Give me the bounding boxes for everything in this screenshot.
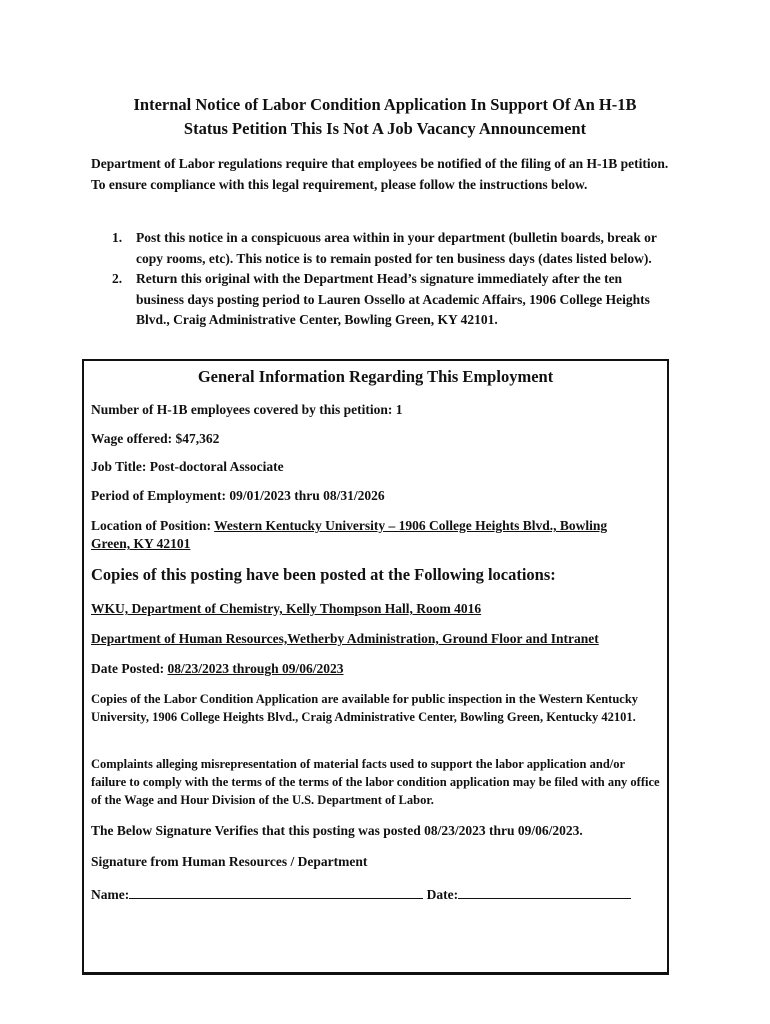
posting-location-1: WKU, Department of Chemistry, Kelly Thompson Hall, Room 4016 — [91, 601, 482, 616]
title-line-2: Status Petition This Is Not A Job Vacancy Announcement — [183, 119, 587, 138]
date-posted-value: 08/23/2023 through 09/06/2023 — [167, 661, 344, 676]
employment-period: Period of Employment: 09/01/2023 thru 08/31/2026 — [91, 488, 385, 503]
date-posted-label: Date Posted: — [91, 661, 168, 676]
location-value-line2: Green, KY 42101 — [91, 536, 191, 551]
location-of-position — [91, 517, 607, 535]
document-title — [92, 93, 678, 141]
date-label: Date: — [426, 887, 459, 902]
signature-line — [91, 884, 631, 904]
intro-paragraph: Department of Labor regulations require that employees be notified of the filing of an H-1B petition. To ensure compliance with this legal requirement, please follow the instructions below. — [91, 156, 669, 192]
location-label: Location of Position: — [91, 518, 215, 533]
date-field[interactable] — [458, 884, 631, 899]
complaints-text: Complaints alleging misrepresentation of material facts used to support the labor application and/or failure to comply with the terms of the terms of the labor condition application may be filed with any office of the Wage and Hour Division of the U.S. Department of Labor. — [91, 757, 660, 807]
instruction-text: Post this notice in a conspicuous area within in your department (bulletin boards, break or copy rooms, etc). This notice is to remain posted for ten business days (dates listed below). — [136, 230, 657, 266]
signature-verification-text: The Below Signature Verifies that this posting was posted 08/23/2023 thru 09/06/2023. — [91, 823, 583, 838]
title-line-1: Internal Notice of Labor Condition Application In Support Of An H-1B — [133, 95, 637, 114]
wage-offered: Wage offered: $47,362 — [91, 431, 220, 446]
instruction-number: 1. — [112, 230, 123, 245]
general-info-heading: General Information Regarding This Employment — [197, 367, 554, 386]
employees-covered: Number of H-1B employees covered by this petition: 1 — [91, 402, 403, 417]
instructions-list — [108, 228, 668, 331]
lca-availability-text: Copies of the Labor Condition Application are available for public inspection in the Western Kentucky University, 1906 College Heights Blvd., Craig Administrative Center, Bowling Green, Kentucky 42101. — [91, 692, 639, 724]
job-title: Job Title: Post-doctoral Associate — [91, 459, 284, 474]
signature-from-label: Signature from Human Resources / Department — [91, 854, 368, 869]
posting-location-2: Department of Human Resources,Wetherby Administration, Ground Floor and Intranet — [91, 631, 599, 646]
location-value-line1: Western Kentucky University – 1906 College Heights Blvd., Bowling — [214, 518, 608, 533]
instruction-item — [108, 269, 668, 331]
name-label: Name: — [91, 887, 130, 902]
date-posted — [91, 660, 344, 678]
instruction-number: 2. — [112, 271, 123, 286]
general-information-box — [82, 359, 669, 975]
posting-locations-heading: Copies of this posting have been posted at the Following locations: — [91, 565, 556, 584]
instruction-item — [108, 228, 668, 269]
name-field[interactable] — [129, 884, 423, 899]
instruction-text: Return this original with the Department Head’s signature immediately after the ten business days posting period to Lauren Ossello at Academic Affairs, 1906 College Heights Blvd., Craig Administrative Center, Bowling Green, KY 42101. — [136, 271, 650, 327]
